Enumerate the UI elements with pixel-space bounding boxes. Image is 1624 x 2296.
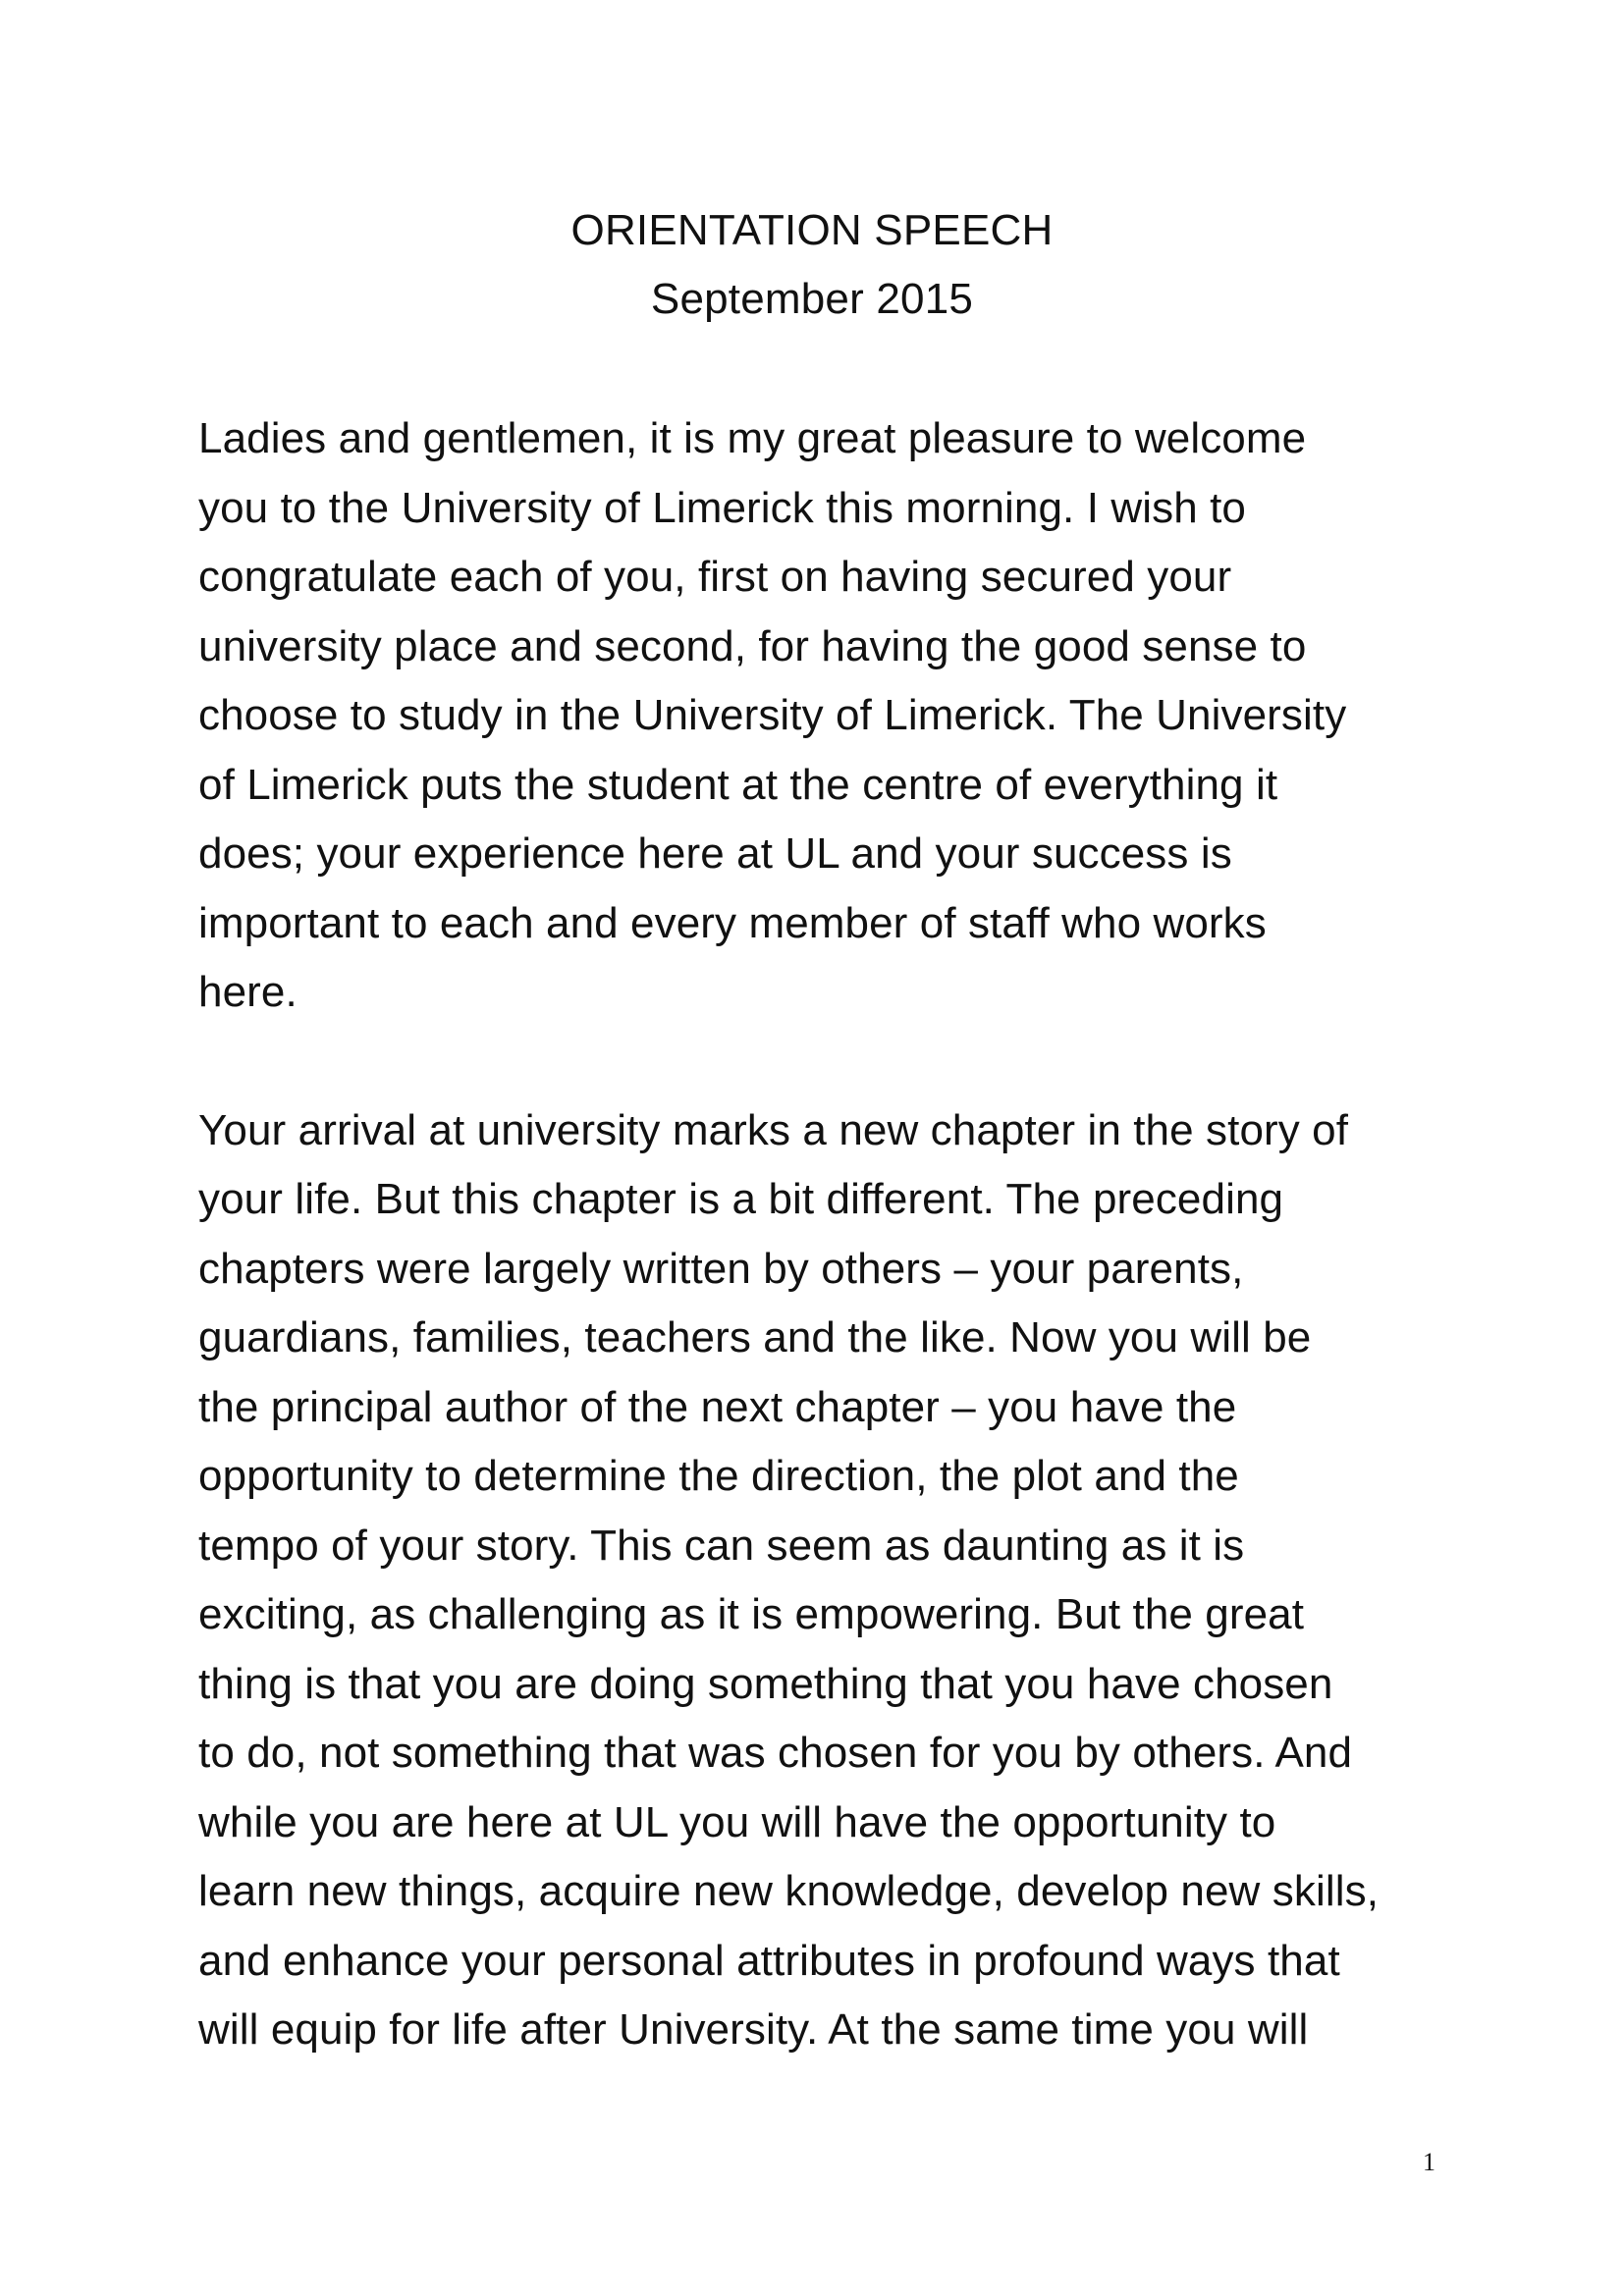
title-block <box>0 196 1624 334</box>
document-title: ORIENTATION SPEECH <box>570 206 1054 254</box>
text-line: here. <box>198 968 298 1016</box>
text-line: while you are here at UL you will have the opportunity to <box>198 1797 1276 1846</box>
text-line: chapters were largely written by others – your parents, <box>198 1244 1244 1293</box>
text-line: will equip for life after University. At the same time you will <box>198 2005 1309 2054</box>
text-line: congratulate each of you, first on having secured your <box>198 553 1232 601</box>
text-line: learn new things, acquire new knowledge, develop new skills, <box>198 1867 1380 1915</box>
text-line: guardians, families, teachers and the like. Now you will be <box>198 1313 1312 1362</box>
text-line: important to each and every member of staff who works <box>198 898 1267 947</box>
document-date: September 2015 <box>650 275 974 323</box>
text-line: choose to study in the University of Limerick. The University <box>198 691 1347 739</box>
text-line: tempo of your story. This can seem as daunting as it is <box>198 1521 1245 1570</box>
text-line: and enhance your personal attributes in profound ways that <box>198 1936 1340 1985</box>
page-number: 1 <box>1423 2148 1435 2176</box>
text-line: to do, not something that was chosen for you by others. And <box>198 1729 1353 1777</box>
text-line: of Limerick puts the student at the centre of everything it <box>198 760 1278 809</box>
text-line: Your arrival at university marks a new chapter in the story of <box>198 1105 1349 1154</box>
speech-body <box>198 404 1455 2065</box>
text-line: university place and second, for having the good sense to <box>198 621 1307 670</box>
text-line: exciting, as challenging as it is empowering. But the great <box>198 1590 1305 1638</box>
text-line: thing is that you are doing something that you have chosen <box>198 1659 1333 1708</box>
text-line: opportunity to determine the direction, the plot and the <box>198 1452 1239 1500</box>
text-line: Ladies and gentlemen, it is my great pleasure to welcome <box>198 414 1307 462</box>
text-line: does; your experience here at UL and your success is <box>198 829 1232 878</box>
text-line: the principal author of the next chapter – you have the <box>198 1382 1237 1431</box>
text-line: you to the University of Limerick this morning. I wish to <box>198 483 1246 532</box>
paragraph-welcome <box>198 404 1455 1028</box>
text-line: your life. But this chapter is a bit different. The preceding <box>198 1175 1284 1223</box>
paragraph-new-chapter <box>198 1096 1455 2065</box>
